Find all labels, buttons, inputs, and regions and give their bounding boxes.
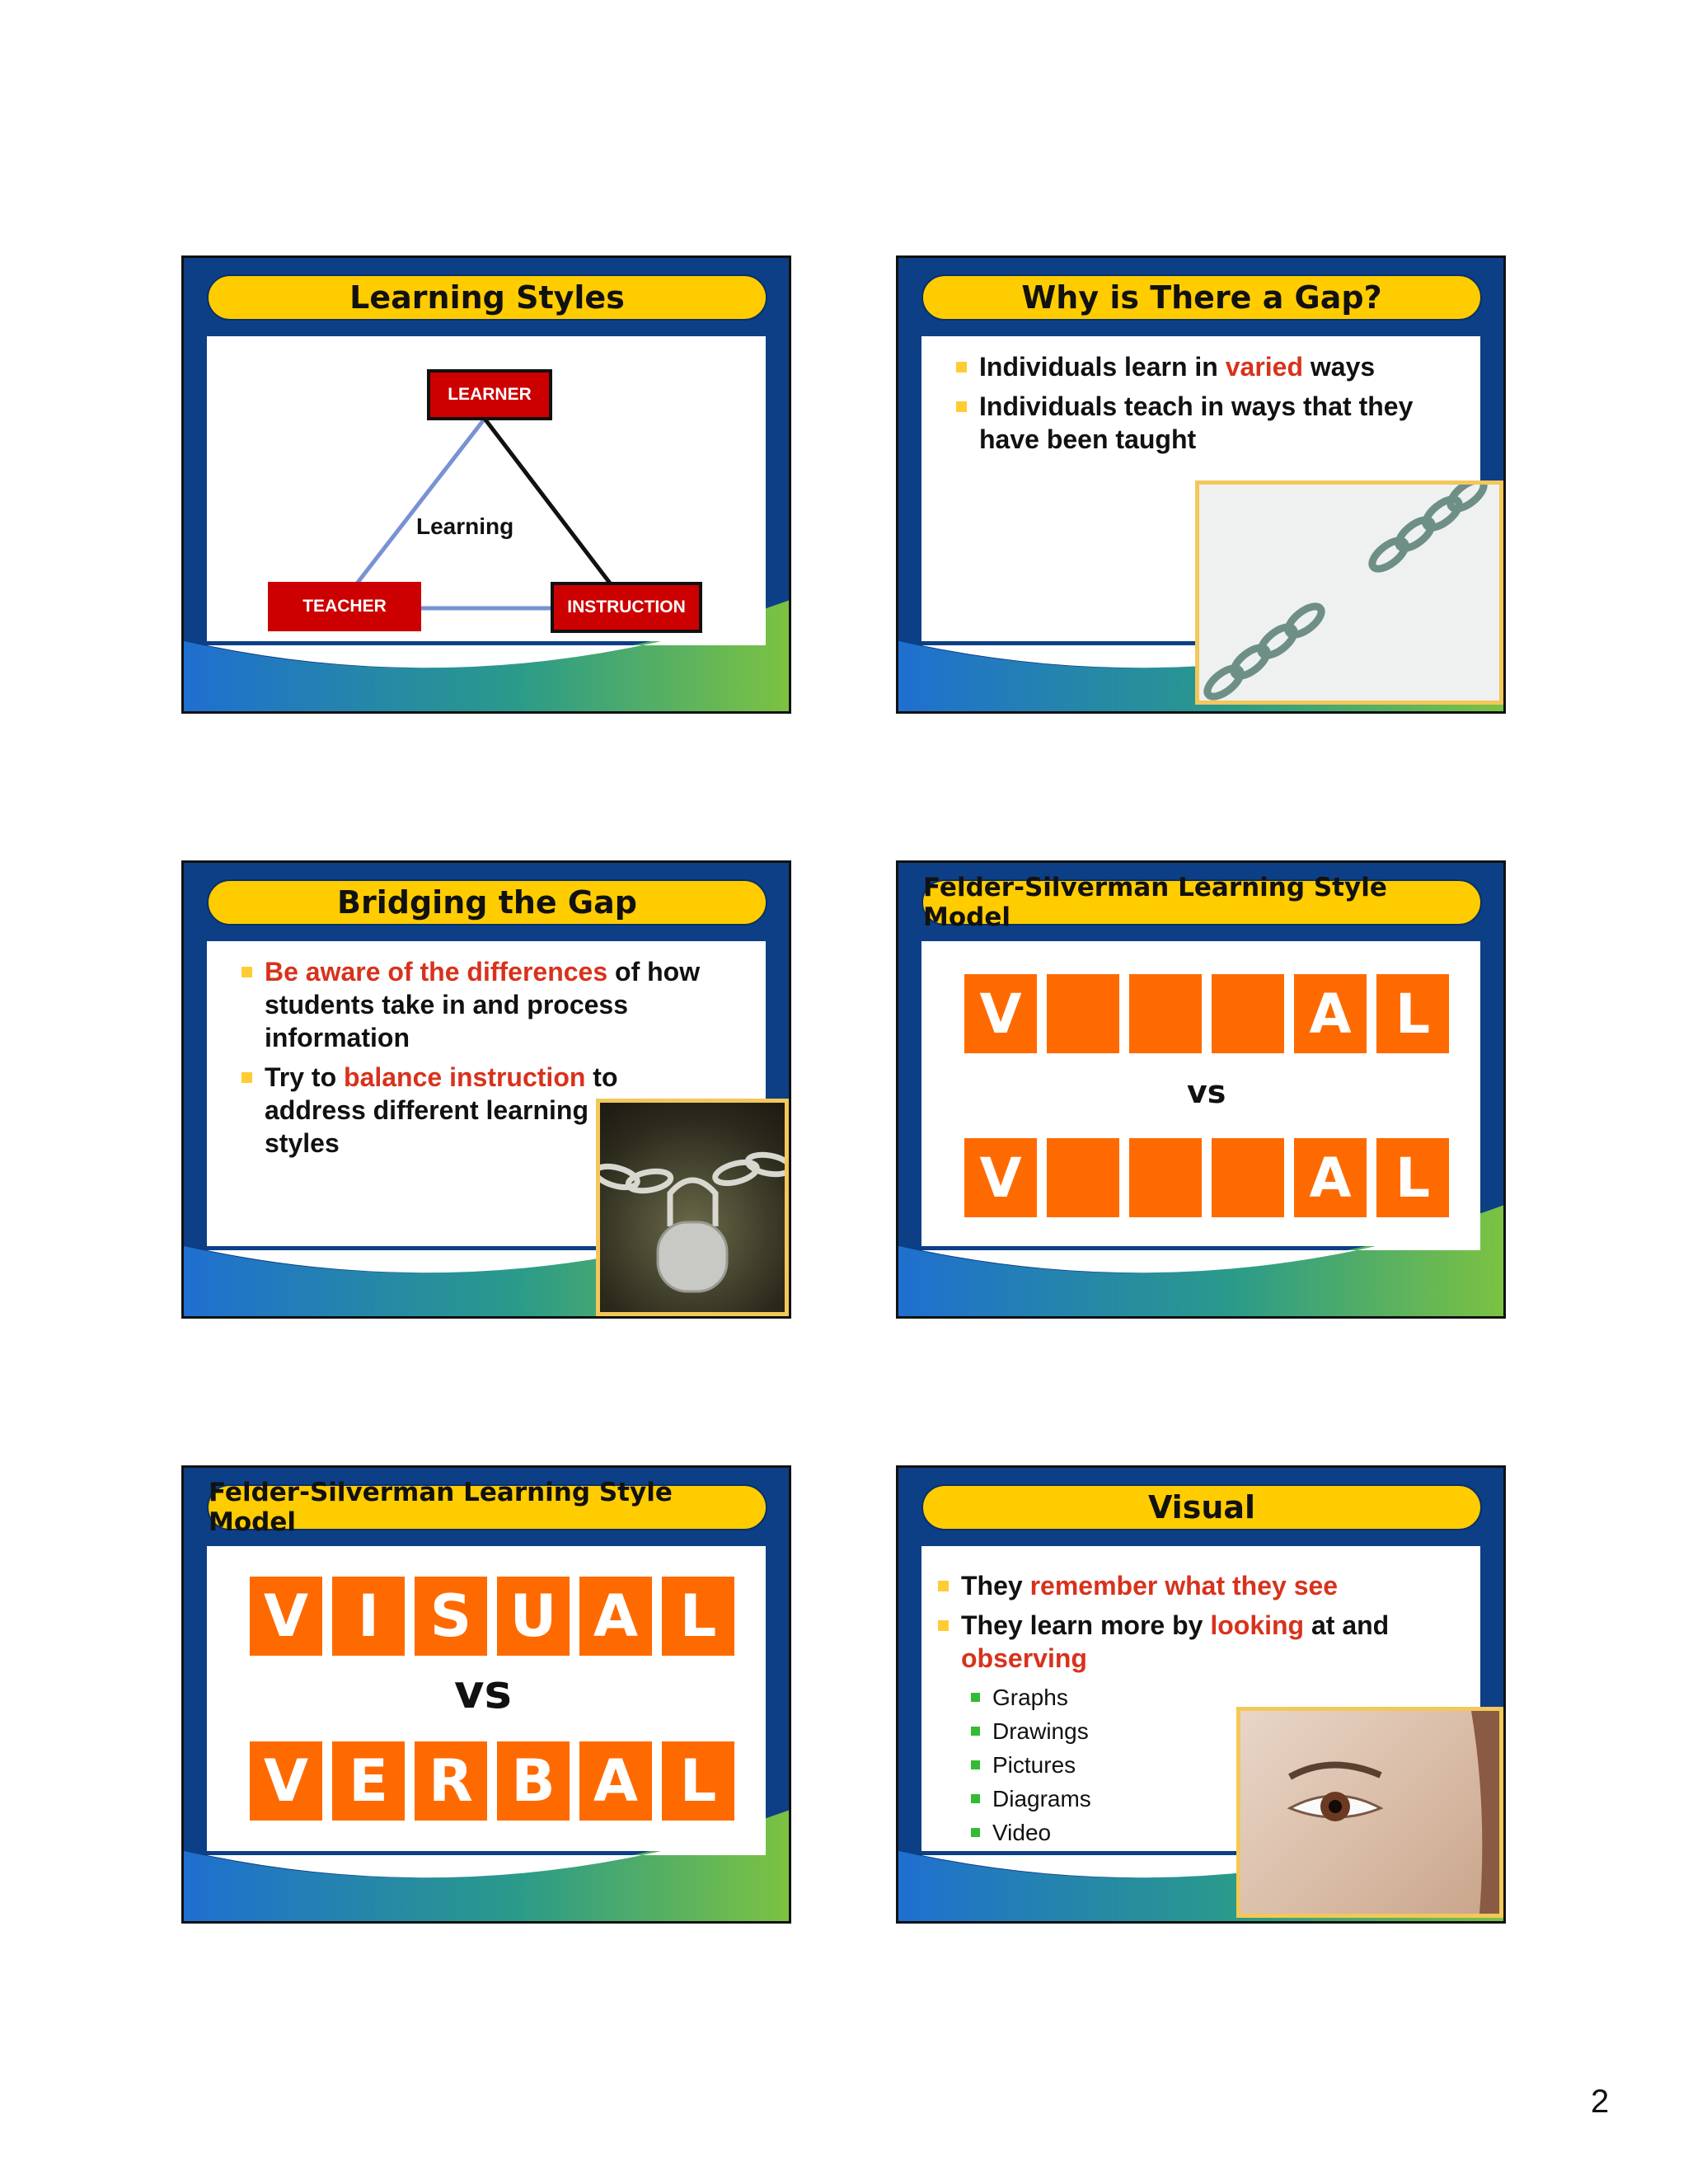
bullet-item: Individuals learn in varied ways [956, 350, 1451, 383]
letter-box: I [332, 1577, 405, 1656]
sub-bullet-list [971, 1680, 1091, 1849]
slide-title: Why is There a Gap? [921, 274, 1482, 321]
letter-box: V [964, 1138, 1037, 1217]
sub-bullet-item: Drawings [971, 1714, 1091, 1748]
learning-triangle-lines [184, 258, 791, 714]
slide-visual [896, 1465, 1506, 1924]
bullet-square-icon [971, 1727, 980, 1736]
slide-bridging-gap [181, 860, 791, 1319]
bullet-square-icon [938, 1620, 949, 1631]
bullet-list [938, 1569, 1432, 1675]
letter-box: B [497, 1741, 570, 1821]
letter-box: E [332, 1741, 405, 1821]
letter-box: V [964, 974, 1037, 1053]
letter-box: L [1376, 1138, 1449, 1217]
vs-label: vs [1187, 1074, 1226, 1110]
bullet-square-icon [956, 362, 967, 373]
letter-box [1047, 974, 1119, 1053]
letter-box [1047, 1138, 1119, 1217]
bullet-square-icon [971, 1828, 980, 1837]
slide-title: Felder-Silverman Learning Style Model [921, 879, 1482, 926]
bullet-square-icon [241, 1072, 252, 1083]
letter-box: V [250, 1577, 322, 1656]
slide-title: Visual [921, 1484, 1482, 1530]
letter-box: V [250, 1741, 322, 1821]
letter-box: L [1376, 974, 1449, 1053]
slide-why-gap [896, 255, 1506, 714]
bullet-square-icon [938, 1581, 949, 1591]
letter-box: A [579, 1577, 652, 1656]
bullet-square-icon [971, 1693, 980, 1702]
bullet-item: They remember what they see [938, 1569, 1432, 1602]
bullet-item: They learn more by looking at and observing [938, 1609, 1423, 1675]
letter-box [1212, 1138, 1284, 1217]
slide-felder-silverman-visual-verbal [181, 1465, 791, 1924]
letter-box: A [579, 1741, 652, 1821]
bullet-square-icon [241, 967, 252, 977]
letter-box: L [662, 1741, 734, 1821]
slide-title: Bridging the Gap [207, 879, 767, 926]
letter-box [1129, 974, 1202, 1053]
slide-learning-styles [181, 255, 791, 714]
chain-links-photo [1195, 480, 1503, 705]
eye-closeup-photo [1236, 1707, 1503, 1918]
letter-box: A [1294, 974, 1367, 1053]
page-number: 2 [1591, 2083, 1610, 2120]
bullet-square-icon [971, 1794, 980, 1803]
letter-box [1212, 974, 1284, 1053]
learning-center-label: Learning [416, 513, 514, 539]
teacher-node: TEACHER [268, 582, 421, 631]
bullet-square-icon [956, 401, 967, 412]
sub-bullet-item: Video [971, 1816, 1091, 1849]
letter-box: S [415, 1577, 487, 1656]
sub-bullet-item: Pictures [971, 1748, 1091, 1782]
letter-box: A [1294, 1138, 1367, 1217]
slide-title: Felder-Silverman Learning Style Model [207, 1484, 767, 1530]
vs-label: vs [454, 1666, 512, 1719]
slide-felder-silverman-blanks [896, 860, 1506, 1319]
letter-box [1129, 1138, 1202, 1217]
bullet-list [956, 350, 1451, 456]
padlock-chain-photo [596, 1099, 789, 1316]
slide-title: Learning Styles [207, 274, 767, 321]
bullet-item: Be aware of the differences of how students take in and process information [241, 955, 753, 1054]
letter-box: L [662, 1577, 734, 1656]
learner-node: LEARNER [427, 369, 552, 420]
letter-box: U [497, 1577, 570, 1656]
bullet-square-icon [971, 1760, 980, 1769]
bullet-item: Try to balance instruction to address different learning styles [241, 1061, 619, 1160]
bullet-item: Individuals teach in ways that they have been taught [956, 390, 1451, 456]
letter-box: R [415, 1741, 487, 1821]
sub-bullet-item: Graphs [971, 1680, 1091, 1714]
instruction-node: INSTRUCTION [551, 582, 702, 633]
sub-bullet-item: Diagrams [971, 1782, 1091, 1816]
